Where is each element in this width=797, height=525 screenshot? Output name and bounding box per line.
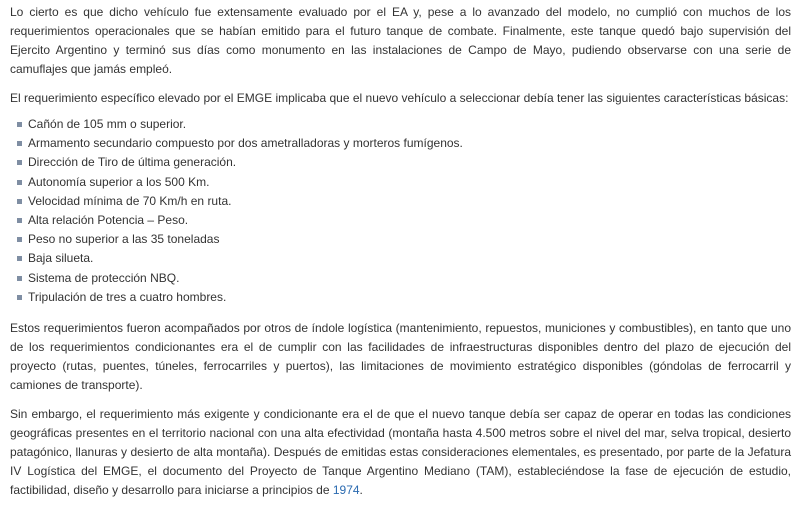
square-bullet-icon: [17, 256, 22, 261]
article-body: [10, 3, 791, 500]
paragraph-conditions: [10, 405, 791, 500]
year-link[interactable]: 1974: [332, 482, 360, 497]
paragraph-conditions-end: .: [359, 482, 363, 497]
square-bullet-icon: [17, 199, 22, 204]
list-item: [17, 230, 791, 249]
list-item-text: Sistema de protección NBQ.: [28, 270, 180, 285]
square-bullet-icon: [17, 180, 22, 185]
square-bullet-icon: [17, 122, 22, 127]
paragraph-evaluation: Lo cierto es que dicho vehículo fue extensamente evaluado por el EA y, pese a lo avanzado del modelo, no cumplió con muchos de los requerimientos operacionales que se habían emitido para el futuro tanque de combate. Finalmente, este tanque quedó bajo supervisión del Ejercito Argentino y terminó sus días como monumento en las instalaciones de Campo de Mayo, pudiendo observarse con una serie de camuflajes que jamás empleó.: [10, 5, 791, 76]
requirements-list: [10, 115, 791, 307]
list-item: [17, 115, 791, 134]
list-item: [17, 288, 791, 307]
list-item: [17, 211, 791, 230]
paragraph-requirement-intro: El requerimiento específico elevado por el EMGE implicaba que el nuevo vehículo a seleccionar debía tener las siguientes características básicas:: [10, 91, 789, 105]
paragraph-logistics: Estos requerimientos fueron acompañados por otros de índole logística (mantenimiento, repuestos, municiones y combustibles), en tanto que uno de los requerimientos condicionantes era el de cumplir con las facilidades de infraestructuras disponibles dentro del plazo de ejecución del proyecto (rutas, puentes, túneles, ferrocarriles y puertos), las limitaciones de movimiento estratégico disponibles (góndolas de ferrocarril y camiones de transporte).: [10, 320, 791, 392]
square-bullet-icon: [17, 295, 22, 300]
list-item: [17, 249, 791, 268]
list-item-text: Dirección de Tiro de última generación.: [28, 155, 237, 170]
list-item-text: Cañón de 105 mm o superior.: [28, 117, 187, 131]
list-item: [17, 192, 791, 211]
square-bullet-icon: [17, 276, 22, 281]
list-item-text: Velocidad mínima de 70 Km/h en ruta.: [28, 193, 232, 208]
square-bullet-icon: [17, 237, 22, 242]
list-item-text: Armamento secundario compuesto por dos ametralladoras y morteros fumígenos.: [28, 136, 463, 151]
square-bullet-icon: [17, 141, 22, 146]
list-item: [17, 153, 791, 172]
list-item-text: Peso no superior a las 35 toneladas: [28, 232, 220, 247]
square-bullet-icon: [17, 160, 22, 165]
list-item: [17, 173, 791, 192]
list-item-text: Tripulación de tres a cuatro hombres.: [28, 289, 227, 304]
square-bullet-icon: [17, 218, 22, 223]
list-item-text: Baja silueta.: [28, 251, 94, 266]
paragraph-conditions-text: Sin embargo, el requerimiento más exigente y condicionante era el de que el nuevo tanque debía ser capaz de operar en todas las condiciones geográficas presentes en el territorio nacional con una alta efectividad (montaña hasta 4.500 metros sobre el nivel del mar, selva tropical, desierto patagónico, llanuras y desierto de alta montaña). Después de emitidas estas consideraciones elementales, es presentado, por parte de la Jefatura IV Logística del EMGE, el documento del Proyecto de Tanque Argentino Mediano (TAM), estableciéndose la fase de ejecución de estudio, factibilidad, diseño y desarrollo para iniciarse a principios de: [10, 406, 791, 497]
list-item-text: Autonomía superior a los 500 Km.: [28, 174, 210, 189]
list-item: [17, 269, 791, 288]
list-item: [17, 134, 791, 153]
list-item-text: Alta relación Potencia – Peso.: [28, 212, 189, 227]
